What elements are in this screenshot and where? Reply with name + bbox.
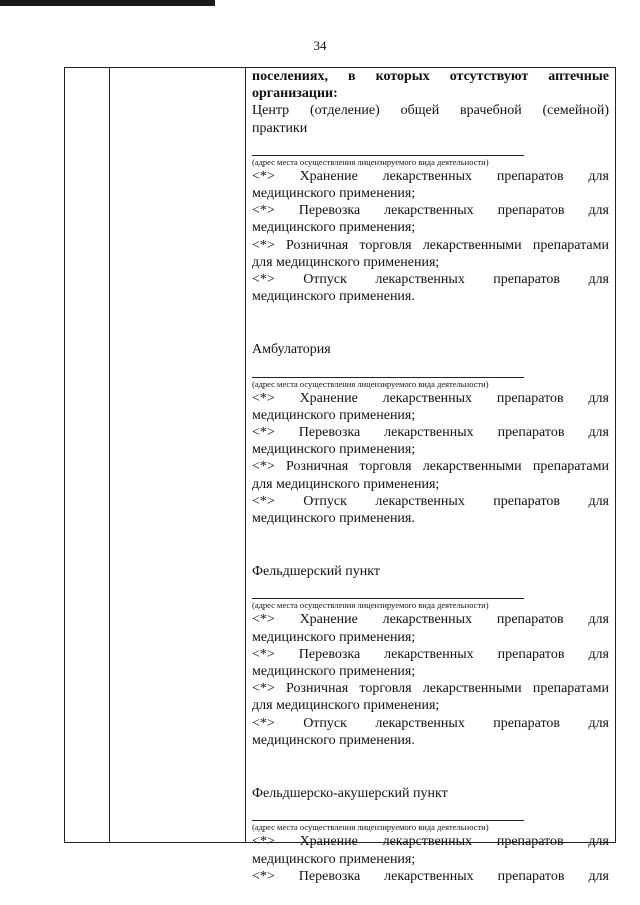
activity-line: <*> Розничная торговля лекарственными препаратами (252, 459, 609, 475)
activity-line: <*> Перевозка лекарственных препаратов для (252, 646, 609, 662)
page-number: 34 (313, 38, 327, 53)
top-scan-bar (0, 0, 215, 6)
table-content-cell (252, 68, 609, 885)
activity-line: <*> Перевозка лекарственных препаратов для (252, 868, 609, 884)
section-title: Фельдшерско-акушерский пункт (252, 786, 448, 802)
address-caption: (адрес места осуществления лицензируемого вида деятельности) (252, 155, 524, 168)
activity-line: <*> Хранение лекарственных препаратов для (252, 390, 609, 406)
address-caption: (адрес места осуществления лицензируемого вида деятельности) (252, 377, 524, 390)
activity-line: <*> Отпуск лекарственных препаратов для (252, 715, 609, 731)
intro-bold-line-2: организации: (252, 86, 338, 102)
activity-line: <*> Розничная торговля лекарственными препаратами (252, 681, 609, 697)
activity-line: <*> Хранение лекарственных препаратов для (252, 168, 609, 184)
activity-line-cont: медицинского применения; (252, 186, 416, 202)
section-title: Амбулатория (252, 342, 331, 358)
activity-line: <*> Хранение лекарственных препаратов для (252, 834, 609, 850)
sections-container (252, 155, 609, 885)
activity-line: <*> Перевозка лекарственных препаратов для (252, 203, 609, 219)
activity-line-cont: для медицинского применения; (252, 476, 440, 492)
activity-line-cont: медицинского применения; (252, 664, 416, 680)
intro-bold-line-1: поселениях, в которых отсутствуют аптечные (252, 69, 609, 84)
activity-line-cont: для медицинского применения; (252, 698, 440, 714)
section-spacer (252, 527, 609, 545)
activity-line-cont: медицинского применения; (252, 851, 416, 867)
column-divider-1 (109, 68, 110, 842)
activity-line-cont: медицинского применения. (252, 732, 415, 748)
activity-line: <*> Отпуск лекарственных препаратов для (252, 493, 609, 509)
activity-line-cont: для медицинского применения; (252, 254, 440, 270)
intro-center-line-1: Центр (отделение) общей врачебной (семейной) (252, 103, 609, 119)
activity-line-cont: медицинского применения; (252, 629, 416, 645)
column-divider-2 (245, 68, 246, 842)
document-table (64, 67, 616, 884)
section-spacer (252, 749, 609, 767)
activity-line: <*> Перевозка лекарственных препаратов для (252, 425, 609, 441)
address-caption: (адрес места осуществления лицензируемого вида деятельности) (252, 598, 524, 611)
intro-center-line-2: практики (252, 120, 308, 136)
activity-line-cont: медицинского применения. (252, 289, 415, 305)
activity-line-cont: медицинского применения; (252, 407, 416, 423)
activity-line-cont: медицинского применения; (252, 220, 416, 236)
activity-line-cont: медицинского применения; (252, 442, 416, 458)
activity-line: <*> Хранение лекарственных препаратов для (252, 612, 609, 628)
section-title: Фельдшерский пункт (252, 564, 380, 580)
section-spacer (252, 305, 609, 323)
activity-line: <*> Отпуск лекарственных препаратов для (252, 272, 609, 288)
activity-line: <*> Розничная торговля лекарственными препаратами (252, 237, 609, 253)
address-caption: (адрес места осуществления лицензируемого вида деятельности) (252, 820, 524, 833)
activity-line-cont: медицинского применения. (252, 511, 415, 527)
